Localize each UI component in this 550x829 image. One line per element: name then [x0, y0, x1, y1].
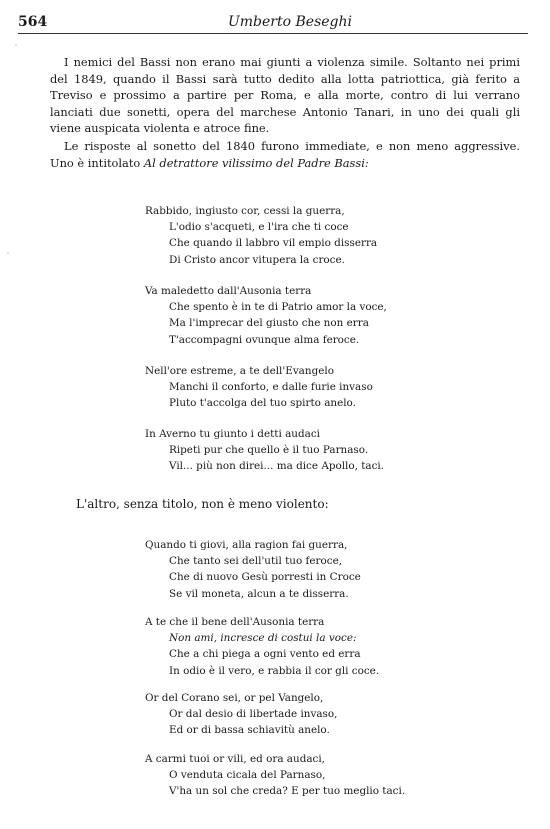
- verse-line: Quando ti giovi, alla ragion fai guerra,: [145, 539, 348, 551]
- verse-line: Va maledetto dall'Ausonia terra: [145, 285, 312, 297]
- verse-line: Non ami, increscе di costui la voce:: [169, 632, 357, 645]
- verse-line: Se vil moneta, alcun a te disserra.: [169, 587, 349, 600]
- verse-line: Nell'ore estreme, a te dell'Evangelo: [145, 365, 334, 377]
- verse-line: Che tanto sei dell'util tuo feroce,: [169, 555, 343, 568]
- verse-line: In Averno tu giunto i detti audaci: [145, 428, 320, 440]
- verse-line: Che di nuovo Gesù porresti in Croce: [169, 571, 361, 584]
- verse-line: Or del Corano sei, or pel Vangelo,: [145, 692, 324, 704]
- verse-line: O venduta cicala del Parnaso,: [169, 769, 326, 782]
- page-number: 564: [18, 14, 48, 30]
- verse-line: A carmi tuoi or vili, ed ora audaci,: [145, 753, 325, 765]
- margin-mark: ˙: [14, 44, 18, 53]
- verse-line: Or dal desio di libertade invaso,: [169, 708, 338, 721]
- verse-line: Che a chi piega a ogni vento ed erra: [169, 648, 361, 661]
- verse-line: Ripeti pur che quello è il tuo Parnaso.: [169, 444, 369, 457]
- verse-line: L'odio s'acqueti, e l'ira che ti coce: [169, 221, 349, 234]
- sonnet-2-stanza-3: [145, 690, 337, 739]
- verse-line: V'ha un sol che creda? E per tuo meglio taci.: [169, 785, 406, 798]
- sonnet-1-stanza-2: [145, 283, 387, 348]
- sonnet-1-stanza-4: [145, 426, 384, 475]
- verse-line: Ma l'imprecar del giusto che non erra: [169, 317, 369, 330]
- paragraph-2-text: [50, 138, 520, 171]
- sonnet-2-stanza-2: [145, 614, 379, 679]
- verse-line: A te che il bene dell'Ausonia terra: [145, 616, 325, 628]
- verse-line: Che spento è in te di Patrio amor la voce,: [169, 301, 387, 314]
- paragraph-1: [50, 54, 520, 137]
- verse-line: Che quando il labbro vil empio disserra: [169, 237, 378, 250]
- sonnet-1-stanza-1: [145, 203, 377, 268]
- verse-line: Rabbido, ingiusto cor, cessi la guerra,: [145, 205, 345, 217]
- verse-line: Vil... più non direi... ma dice Apollo, taci.: [169, 460, 385, 473]
- page-header: [18, 14, 522, 34]
- paragraph-1-text: I nemici del Bassi non erano mai giunti a violenza simile. Soltanto nei primi del 1849, quando il Bassi sarà tutto dedito alla lotta patriottica, già ferito a Treviso e prossimo a partire per Roma, e alla morte, contro di lui verrano lanciati due sonetti, opera del marchese Antonio Tanari, in uno dei quali gli viene auspicata violenta e atroce fine.: [50, 55, 520, 136]
- verse-line: Ed or di bassa schiavitù anelo.: [169, 724, 330, 737]
- running-title: Umberto Beseghi: [227, 14, 353, 30]
- header-rule: [18, 33, 528, 34]
- paragraph-2-lead: Le risposte al sonetto del 1840 furono immediate, e non meno aggressive. Uno è intitolato: [50, 139, 520, 170]
- verse-line: Di Cristo ancor vitupera la croce.: [169, 253, 345, 266]
- sonnet-1-stanza-3: [145, 363, 373, 412]
- verse-line: Pluto t'accolga del tuo spirto anelo.: [169, 397, 356, 410]
- poem-title: Al detrattore vilissimo del Padre Bassi:: [143, 155, 369, 170]
- sonnet-2-stanza-4: [145, 751, 405, 800]
- paragraph-2: [50, 138, 520, 171]
- margin-mark: ˙: [6, 252, 10, 261]
- verse-line: In odio è il vero, e rabbia il cor gli coce.: [169, 664, 380, 677]
- verse-line: Manchi il conforto, e dalle furie invaso: [169, 381, 373, 394]
- verse-line: T'accompagni ovunque alma feroce.: [169, 333, 360, 346]
- sonnet-2-stanza-1: [145, 537, 361, 602]
- transition-line: L'altro, senza titolo, non è meno violento:: [76, 497, 329, 511]
